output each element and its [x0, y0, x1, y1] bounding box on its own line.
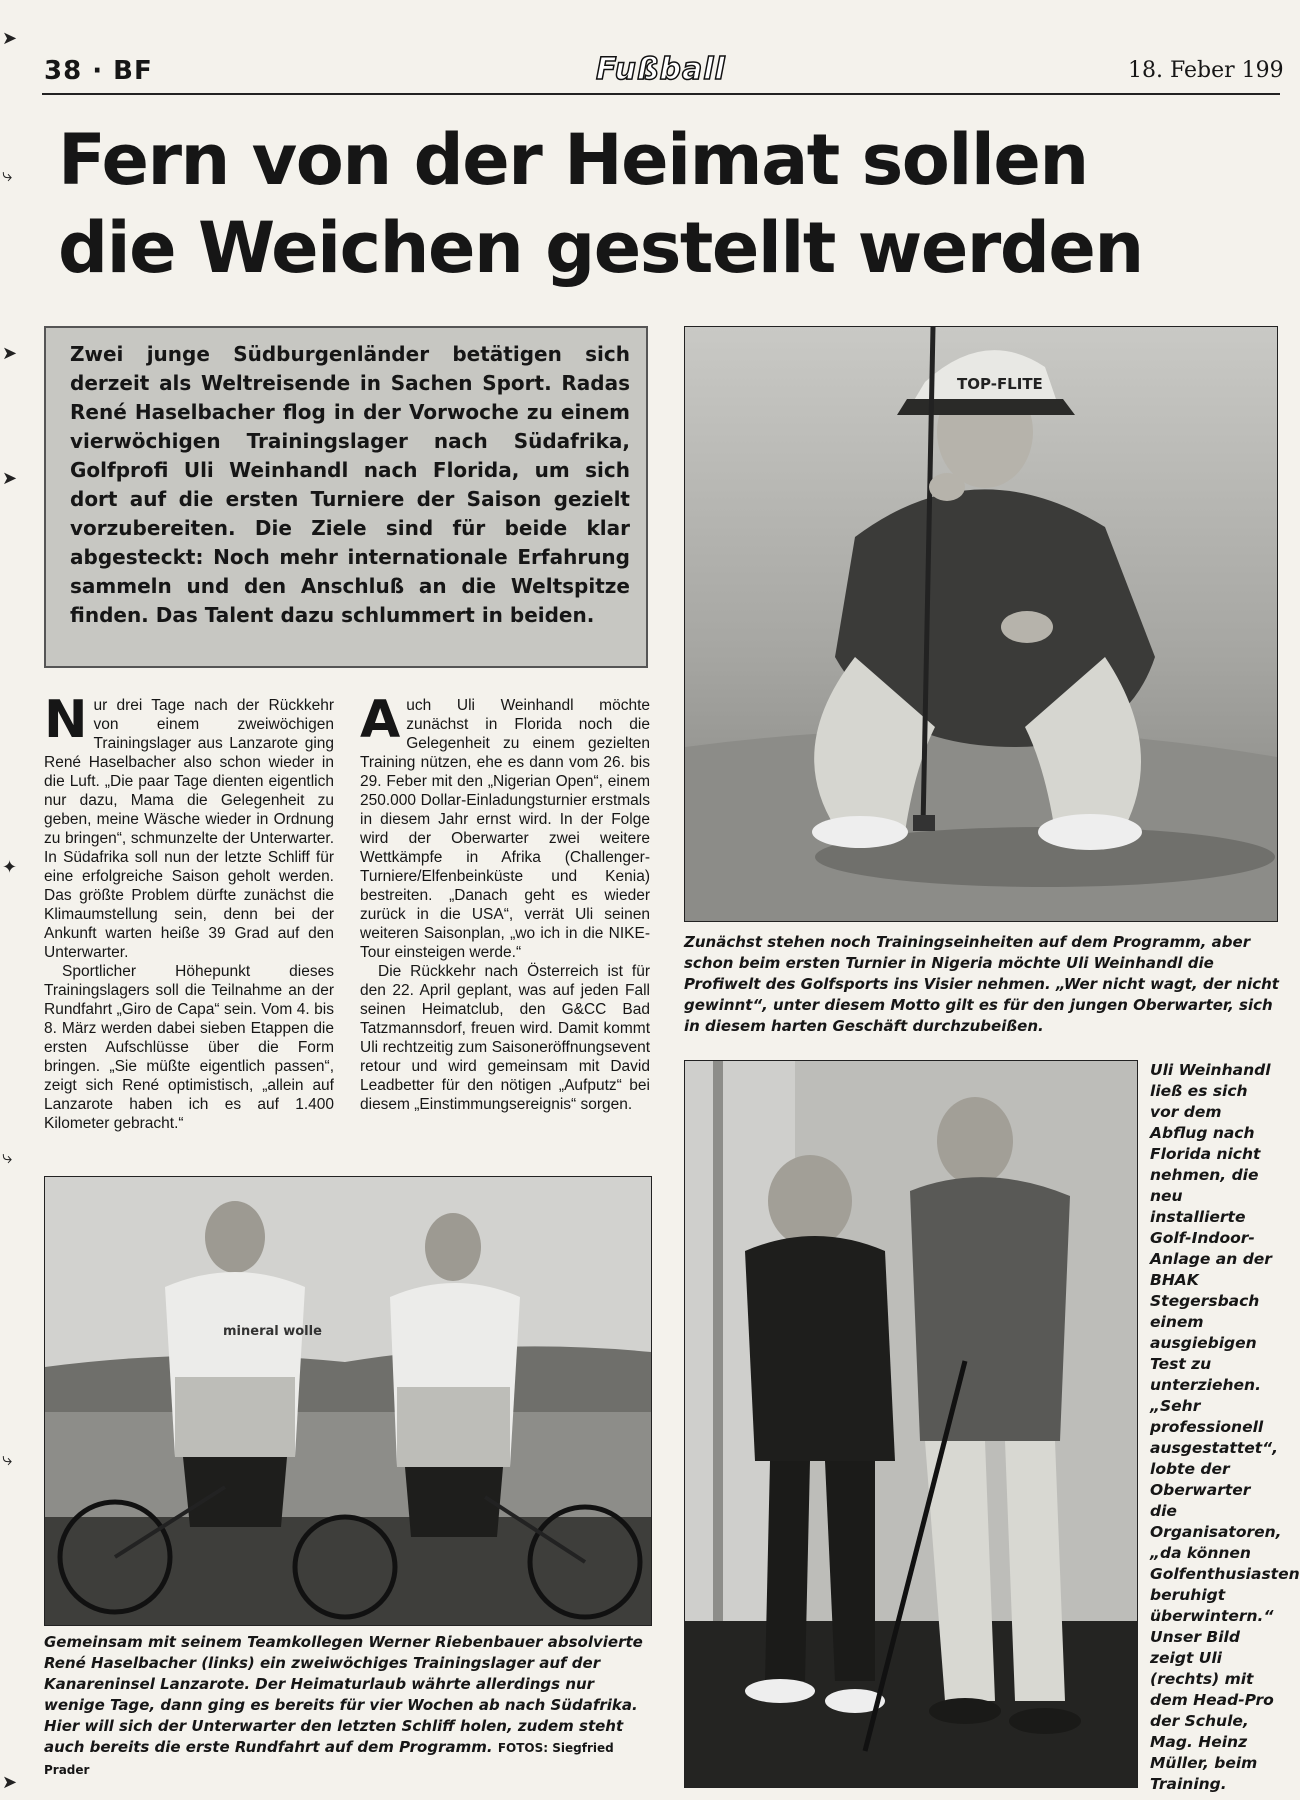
headline [58, 116, 1288, 292]
margin-mark: ⤷ [2, 1449, 13, 1470]
margin-mark: ⤷ [2, 1147, 13, 1168]
paragraph: Die Rückkehr nach Österreich ist für den 22. April geplant, was auf jeden Fall seinen Heimatclub, den G&CC Bad Tatzmannsdorf, freuen wird. Damit kommt Uli rechtzeitig zum Saisoneröffnungsevent retour und wird gemeinsam mit David Leadbetter für den nötigen „Aufputz“ bei diesem „Einstimmungsereignis“ sorgen. [360, 963, 650, 1113]
lead-box [44, 326, 648, 668]
jersey-sponsor: mineral wolle [223, 1324, 322, 1339]
issue-date: 18. Feber 199 [1128, 58, 1284, 83]
margin-mark: ✦ [2, 857, 18, 878]
caption-cyclists [44, 1632, 650, 1781]
margin-mark: ➤ [2, 343, 18, 364]
photo-golfer-crouching [684, 326, 1278, 922]
section-title: Fußball [596, 52, 726, 87]
cyclists-illustration [45, 1177, 651, 1625]
lead-text: Zwei junge Südburgenländer betätigen sich derzeit als Weltreisende in Sachen Sport. Radas René Haselbacher flog in der Vorwoche zu einem vierwöchigen Trainingslager nach Südafrika, Golfprofi Uli Weinhandl nach Florida, um sich dort auf die ersten Turniere der Saison gezielt vorzubereiten. Die Ziele sind für beide klar abgesteckt: Noch mehr internationale Erfahrung sammeln und den Anschluß an die Weltspitze finden. Das Talent dazu schlummert in beiden. [70, 342, 630, 627]
cap-logo: TOP-FLITE [957, 375, 1043, 393]
dropcap: N [44, 690, 88, 750]
article-column-2 [360, 690, 650, 1114]
photo-cyclists [44, 1176, 652, 1626]
dropcap: A [360, 690, 401, 750]
headline-line-2: die Weichen gestellt werden [58, 207, 1143, 289]
margin-mark: ➤ [2, 468, 18, 489]
photo-credit: FOTOS: Siegfried Prader [44, 1741, 614, 1777]
margin-mark: ➤ [2, 1772, 18, 1793]
caption-cyclists-text: Gemeinsam mit seinem Teamkollegen Werner Riebenbauer absolvierte René Haselbacher (links) ein zweiwöchiges Trainingslager auf der Kanareninsel Lanzarote. Der Heimaturlaub währte allerdings nur wenige Tage, dann ging es bereits für vier Wochen ab nach Südafrika. Hier will sich der Unterwarter den letzten Schliff holen, zudem steht auch bereits die erste Rundfahrt auf dem Programm. [44, 1633, 643, 1756]
photo-indoor-golf [684, 1060, 1138, 1788]
page-number: 38 · BF [44, 56, 153, 86]
article-column-1 [44, 690, 334, 1133]
sidebar-caption-indoor: Uli Weinhandl ließ es sich vor dem Abflug nach Florida nicht nehmen, die neu installierte Golf-Indoor-Anlage an der BHAK Stegersbach einem ausgiebigen Test zu unterziehen. „Sehr professionell ausgestattet“, lobte der Oberwarter die Organisatoren, „da können Golfenthusiasten beruhigt überwintern.“ Unser Bild zeigt Uli (rechts) mit dem Head-Pro der Schule, Mag. Heinz Müller, beim Training. [1150, 1061, 1300, 1793]
paragraph: ur drei Tage nach der Rückkehr von einem zweiwöchigen Trainingslager aus Lanzarote ging René Haselbacher also schon wieder in die Luft. „Die paar Tage dienten eigentlich nur dazu, Mama die Gelegenheit zu geben, meine Wäsche wieder in Ordnung zu bringen“, schmunzelte der Unterwarter. In Südafrika soll nun der letzte Schliff für eine erfolgreiche Saison geholt werden. Das größte Problem dürfte zunächst die Klimaumstellung sein, denn bei der Ankunft warten heiße 39 Grad auf den Unterwarter. [44, 697, 334, 961]
margin-mark: ➤ [2, 28, 18, 49]
header-rule [42, 93, 1280, 95]
indoor-golf-illustration [685, 1061, 1137, 1787]
caption-golfer: Zunächst stehen noch Trainingseinheiten auf dem Programm, aber schon beim ersten Turnier in Nigeria möchte Uli Weinhandl die Profiwelt des Golfsports ins Visier nehmen. „Wer nicht wagt, der nicht gewinnt“, unter diesem Motto gilt es für den jungen Oberwarter, sich in diesem harten Geschäft durchzubeißen. [684, 933, 1279, 1035]
margin-mark: ⤷ [2, 165, 13, 186]
headline-line-1: Fern von der Heimat sollen [58, 119, 1088, 201]
paragraph: Sportlicher Höhepunkt dieses Trainingslagers soll die Teilnahme an der Rundfahrt „Giro de Capa“ sein. Vom 4. bis 8. März werden dabei sieben Etappen die ersten Aufschlüsse über die Form bringen. „Sie müßte eigentlich passen“, zeigt sich René optimistisch, „allein auf Lanzarote haben ich es auf 1.400 Kilometer gebracht.“ [44, 963, 334, 1132]
paragraph: uch Uli Weinhandl möchte zunächst in Florida noch die Gelegenheit zu einem gezielten Training nützen, ehe es dann vom 26. bis 29. Feber mit den „Nigerian Open“, einem 250.000 Dollar-Einladungsturnier erstmals in diesem Jahr ernst wird. In der Folge wird der Oberwarter zwei weitere Wettkämpfe in Afrika (Challenger-Turniere/Elfenbeinküste und Kenia) bestreiten. „Danach geht es wieder zurück in die USA“, verrät Uli seinen weiteren Saisonplan, „wo ich in die NIKE-Tour einsteigen werde.“ [360, 697, 650, 961]
golfer-illustration [685, 327, 1277, 921]
